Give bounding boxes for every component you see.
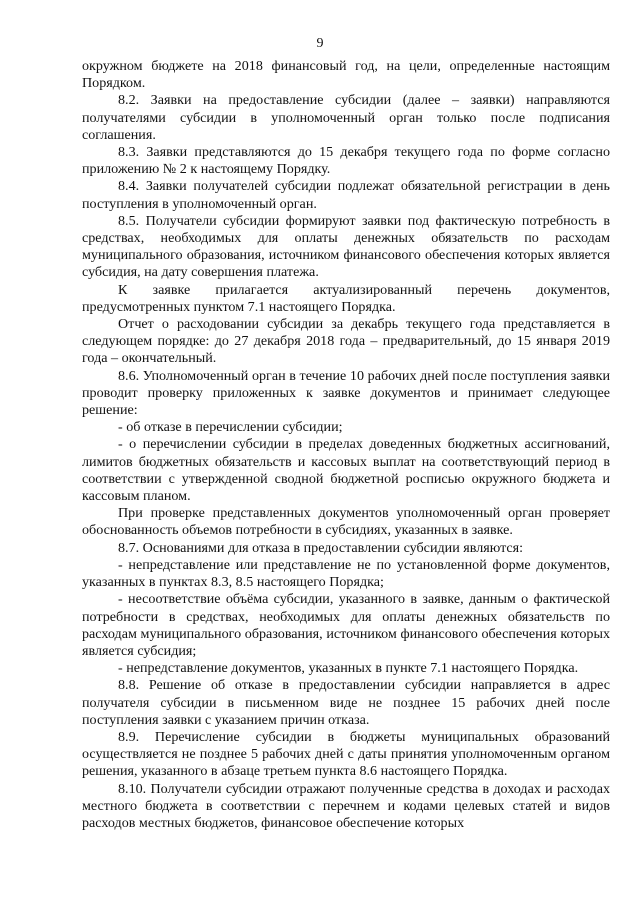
paragraph: 8.2. Заявки на предоставление субсидии (далее – заявки) направляются получателями субсидии в уполномоченный орган только после подписания соглашения. [82, 92, 610, 143]
paragraph: 8.4. Заявки получателей субсидии подлежат обязательной регистрации в день поступления в уполномоченный орган. [82, 178, 610, 212]
paragraph: 8.3. Заявки представляются до 15 декабря текущего года по форме согласно приложению № 2 к настоящему Порядку. [82, 144, 610, 178]
paragraph: - непредставление документов, указанных в пункте 7.1 настоящего Порядка. [118, 660, 579, 677]
paragraph: При проверке представленных документов уполномоченный орган проверяет обоснованность объемов потребности в субсидиях, указанных в заявке. [82, 505, 610, 539]
paragraph: окружном бюджете на 2018 финансовый год, на цели, определенные настоящим Порядком. [82, 58, 610, 92]
paragraph: - несоответствие объёма субсидии, указанного в заявке, данным о фактической потребности в средствах, необходимых для оплаты денежных обязательств по расходам муниципального образования, источником финансового обеспечения которых является субсидия; [82, 591, 610, 659]
paragraph: - непредставление или представление не по установленной форме документов, указанных в пунктах 8.3, 8.5 настоящего Порядка; [82, 556, 610, 591]
paragraph: К заявке прилагается актуализированный перечень документов, предусмотренных пунктом 7.1 настоящего Порядка. [82, 281, 610, 315]
paragraph: Отчет о расходовании субсидии за декабрь текущего года представляется в следующем порядке: до 27 декабря 2018 года – предварительный, до 15 января 2019 года – окончательный. [82, 316, 610, 367]
paragraph: - об отказе в перечислении субсидии; [118, 419, 343, 436]
paragraph: 8.7. Основаниями для отказа в предоставлении субсидии являются: [118, 539, 524, 556]
paragraph: - о перечислении субсидии в пределах доведенных бюджетных ассигнований, лимитов бюджетных обязательств и кассовых выплат на соответствующий период в соответствии с утвержденной сводной бюджетной росписью окружного бюджета и кассовым планом. [82, 436, 610, 505]
paragraph: 8.9. Перечисление субсидии в бюджеты муниципальных образований осуществляется не позднее 5 рабочих дней с даты принятия уполномоченным органом решения, указанного в абзаце третьем пункта 8.6 настоящего Порядка. [82, 728, 610, 780]
paragraph: 8.5. Получатели субсидии формируют заявки под фактическую потребность в средствах, необходимых для оплаты денежных обязательств по расходам муниципального образования, источником финансового обеспечения которых является субсидия, на дату совершения платежа. [82, 212, 610, 281]
paragraph: 8.6. Уполномоченный орган в течение 10 рабочих дней после поступления заявки проводит проверку приложенных к заявке документов и принимает следующее решение: [82, 367, 610, 419]
document-body [82, 58, 610, 832]
page-number: 9 [316, 36, 324, 51]
paragraph: 8.10. Получатели субсидии отражают полученные средства в доходах и расходах местного бюджета в соответствии с перечнем и кодами целевых статей и видов расходов местных бюджетов, финансовое обеспечение которых [82, 780, 610, 831]
paragraph: 8.8. Решение об отказе в предоставлении субсидии направляется в адрес получателя субсидии в письменном виде не позднее 15 рабочих дней после поступления заявки с указанием причин отказа. [82, 677, 610, 728]
